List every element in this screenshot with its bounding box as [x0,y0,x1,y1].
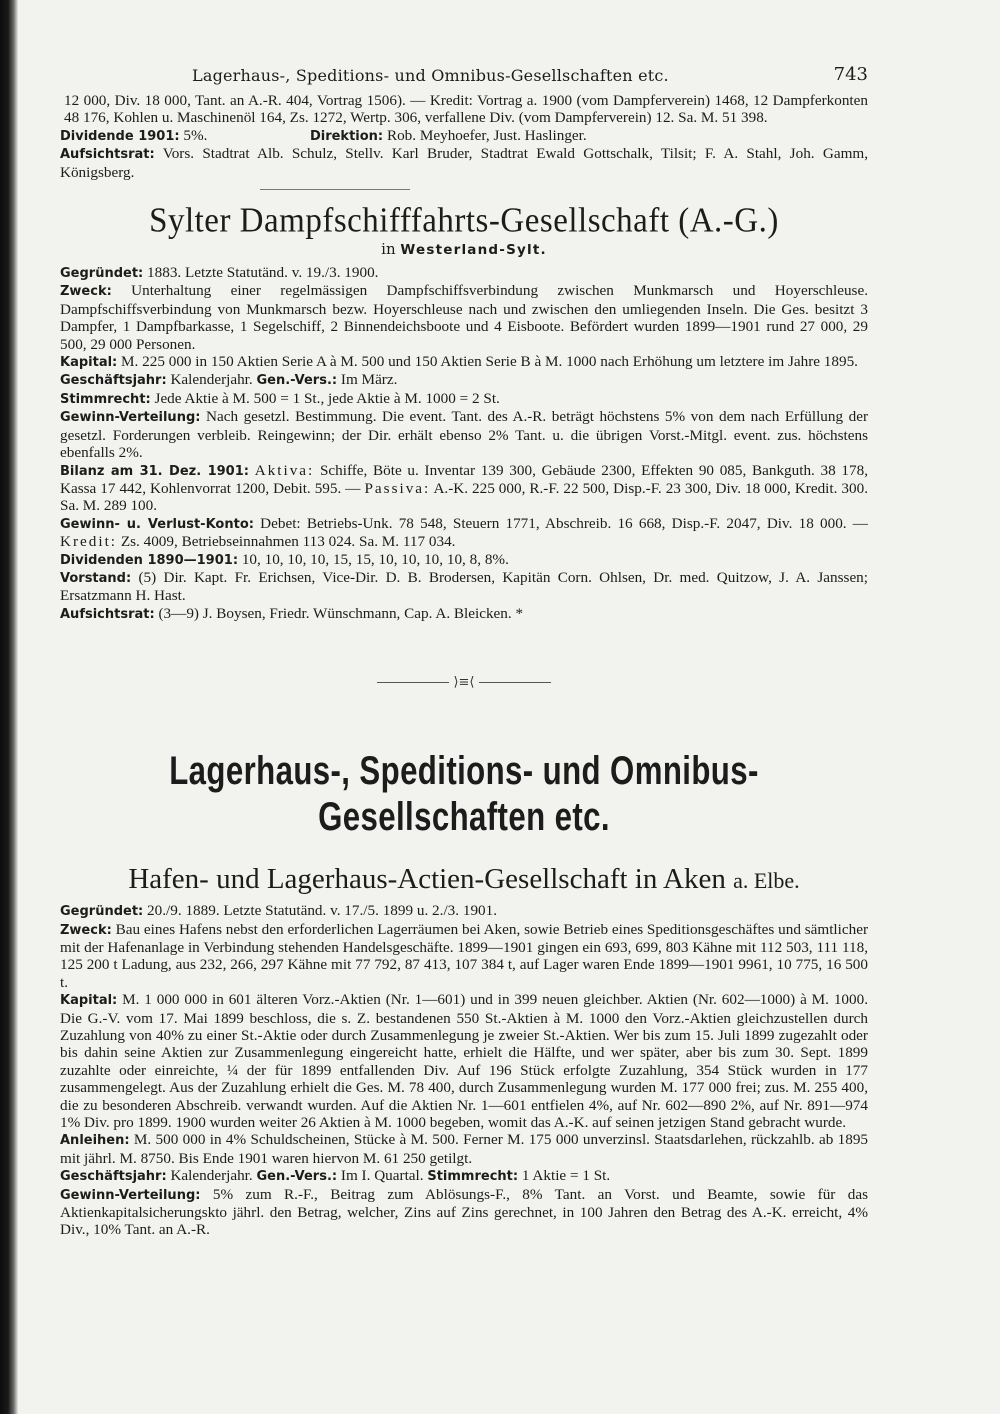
prev-dividende [60,127,868,145]
aken-geschaeftsjahr-label: Geschäftsjahr: [60,1169,167,1185]
sylter-guv-debet: Debet: Betriebs-Unk. 78 548, Steuern 1771, Abschreib. 16 668, Disp.-F. 2047, Div. 18 000. — [260,514,868,532]
sylter-location [60,240,868,258]
aken-entry [60,862,868,1239]
aken-genvers-label: Gen.-Vers.: [256,1169,338,1185]
aken-stimmrecht-value: 1 Aktie = 1 St. [521,1167,611,1185]
separator-line [260,189,410,190]
sylter-aktiva: Schiffe, Böte u. Inventar 139 300, Gebäude 2300, Effekten 90 085, Bankguth. 38 178, Kassa 17 442, Kohlenvorrat 1200, Debit. 595. — [60,461,869,497]
aken-geschaeftsjahr [60,1167,868,1185]
sylter-zweck [60,282,868,353]
sylter-kapital-value: M. 225 000 in 150 Aktien Serie A à M. 500 und 150 Aktien Serie B à M. 1000 nach Erhöhung um letztere im Jahre 1895. [121,353,858,371]
sylter-aktiva-word: Aktiva: [254,461,315,479]
sylter-geschaeftsjahr-label: Geschäftsjahr: [60,373,167,389]
previous-entry [60,92,868,181]
aken-gegruendet-value: 20./9. 1889. Letzte Statutänd. v. 17./5. 1899 u. 2./3. 1901. [147,902,498,920]
ornament-line-left [377,682,449,683]
aken-geschaeftsjahr-value: Kalenderjahr. [170,1167,253,1185]
sylter-dividenden-label: Dividenden 1890—1901: [60,552,239,568]
book-binding-shadow [0,0,18,1414]
sylter-stimmrecht-value: Jede Aktie à M. 500 = 1 St., jede Aktie à M. 1000 = 2 St. [154,389,500,407]
sylter-passiva: A.-K. 225 000, R.-F. 22 500, Disp.-F. 23 300, Div. 18 000, Kredit. 300. Sa. M. 289 100. [60,479,868,515]
prev-direktion-value: Rob. Meyhoefer, Just. Haslinger. [386,126,587,144]
page-header [60,58,868,92]
ornament-divider [60,675,868,690]
aken-kapital-value: M. 1 000 000 in 601 älteren Vorz.-Aktien (Nr. 1—601) und in 399 neuen gleichber. Aktien (Nr. 602—1000) à M. 1000. Die G.-V. vom 17. Mai 1899 beschloss, die s. Z. bestandenen 550 St.-Aktien à M. 1000 den Vorz.-Aktien gleichzustellen durch Zuzahlung von 40% zu einer St.-Aktie oder durch Zusammenlegung je zweier St.-Aktien. Wer bis zum 15. Juli 1899 zugezahlt oder bis dahin seine Aktien zur Zusammenlegung eingereicht hatte, erhielt die Hälfte, und wer später, aber bis zum 30. Sept. 1899 zuzahlte oder einreichte, ¼ der für 1899 entfallenden Div. Auf 196 Stück erfolgte Zuzahlung, 354 Stück wurden in 177 zusammengelegt. Aus der Zuzahlung erhielt die Ges. M. 78 400, durch Zusammenlegung wurden M. 177 000 frei; zus. M. 255 400, die zu besonderen Abschreib. verwandt wurden. Auf die Aktien Nr. 1—601 entfielen 4%, auf Nr. 602—890 2%, auf Nr. 891—974 1% Div. pro 1899. 1900 wurden weiter 26 Aktien à M. 1000 begeben, womit das A.-K. auf seinen jetzigen Stand gebracht wurde. [60,991,869,1132]
aken-anleihen [60,1131,868,1167]
sylter-kapital [60,353,868,371]
sylter-aufsichtsrat-label: Aufsichtsrat: [60,606,155,622]
aken-gegruendet [60,902,868,920]
sylter-guv-kredit-word: Kredit: [60,533,118,551]
sylter-vorstand-value: (5) Dir. Kapt. Fr. Erichsen, Vice-Dir. D. B. Brodersen, Kapitän Corn. Ohlsen, Dr. med. Quitzow, J. A. Janssen; Ersatzmann H. Hast. [60,568,868,605]
sylter-bilanz-label: Bilanz am 31. Dez. 1901: [60,463,249,479]
sylter-zweck-label: Zweck: [60,284,112,300]
aken-title-suffix: a. Elbe. [733,868,800,894]
aken-kapital-label: Kapital: [60,993,118,1009]
prev-entry-text: 12 000, Div. 18 000, Tant. an A.-R. 404, Vortrag 1506). — Kredit: Vortrag a. 1900 (vom Dampferverein) 1468, 12 Dampferkonten 48 176, Kohlen u. Maschinenöl 164, Zs. 1272, Wertp. 306, verfallene Div. (vom Dampferverein) 12. Sa. M. 51 398. [64,92,868,127]
aken-title-main: Hafen- und Lagerhaus-Actien-Gesellschaft in Aken [128,863,726,896]
sylter-kapital-label: Kapital: [60,355,118,371]
prev-dividende-value: 5%. [183,126,208,144]
aken-anleihen-value: M. 500 000 in 4% Schuldscheinen, Stücke à M. 500. Ferner M. 175 000 unverzinsl. Staatsdarlehen, rückzahlb. ab 1895 mit jährl. M. 8750. Bis Ende 1901 waren hiervon M. 61 250 getilgt. [60,1131,869,1167]
sylter-title: Sylter Dampfschifffahrts-Gesellschaft (A.-G.) [149,202,779,240]
aken-gewinnvert-value: 5% zum R.-F., Beitrag zum Ablösungs-F., 8% Tant. an Vorst. und Beamte, sowie für das Aktienkapitalsicherungskto jährl. den Betrag, welcher, Zins auf Zins gerechnet, in 100 Jahren den Betrag des A.-K. erreicht, 4% Div., 10% Tant. an A.-R. [60,1185,869,1239]
prev-dividende-label: Dividende 1901: [60,128,180,144]
sylter-vorstand [60,569,868,605]
sylter-entry [60,202,868,623]
sylter-guv-label: Gewinn- u. Verlust-Konto: [60,516,254,532]
aken-stimmrecht-label: Stimmrecht: [427,1169,519,1185]
sylter-gewinnverteilung [60,408,868,461]
sylter-genvers-label: Gen.-Vers.: [256,373,338,389]
prev-direktion-label: Direktion: [309,128,384,144]
sylter-dividenden-value: 10, 10, 10, 10, 15, 15, 10, 10, 10, 10, 8, 8%. [241,550,509,568]
aken-zweck-label: Zweck: [60,922,112,938]
aken-gewinnvert-label: Gewinn-Verteilung: [60,1187,201,1203]
aken-zweck-value: Bau eines Hafens nebst den erforderlichen Lagerräumen bei Aken, sowie Betrieb eines Speditionsgeschäftes und sämtlicher mit der Hafenanlage in Verbindung stehenden Handelsgeschäfte. 1899—1901 gingen ein 693, 699, 803 Kähne mit 112 503, 111 118, 125 200 t Ladung, aus 232, 266, 297 Kähne mit 77 792, 87 413, 107 384 t, auf Lager waren Ende 1899—1901 9961, 10 775, 16 500 t. [60,920,869,991]
sylter-gegruendet-value: 1883. Letzte Statutänd. v. 19./3. 1900. [147,264,379,282]
sylter-passiva-word: Passiva: [364,479,431,497]
aken-zweck [60,921,868,992]
aken-gewinnverteilung [60,1186,868,1239]
prev-aufsichtsrat-value: Vors. Stadtrat Alb. Schulz, Stellv. Karl Bruder, Stadtrat Ewald Gottschalk, Tilsit; F. A. Stahl, Joh. Gamm, Königsberg. [60,145,868,181]
sylter-stimmrecht-label: Stimmrecht: [60,391,151,407]
sylter-in: in [381,240,396,259]
sylter-gegruendet-label: Gegründet: [60,266,144,282]
sylter-geschaeftsjahr [60,371,868,389]
sylter-zweck-value: Unterhaltung einer regelmässigen Dampfschiffsverbindung zwischen Munkmarsch und Hoyerschleuse. Dampfschiffsverbindung von Munkmarsch bezw. Hoyerschleuse nach und zwischen den umliegenden Inseln. Die Ges. besitzt 3 Dampfer, 1 Dampfbarkasse, 1 Segelschiff, 2 Binnendeichsboote und 4 Eisboote. Befördert wurden 1899—1901 rund 27 000, 29 500, 29 000 Personen. [60,282,868,353]
sylter-aufsichtsrat [60,605,868,623]
prev-aufsichtsrat-label: Aufsichtsrat: [60,147,155,163]
sylter-geschaeftsjahr-value: Kalenderjahr. [170,371,253,389]
sylter-guv-kredit: Zs. 4009, Betriebseinnahmen 113 024. Sa. M. 117 034. [120,533,456,551]
aken-gegruendet-label: Gegründet: [60,904,144,920]
sylter-stimmrecht [60,390,868,408]
sylter-genvers-value: Im März. [340,371,398,389]
ornament-glyph: ⟩≡⟨ [453,675,475,691]
aken-title [60,862,868,898]
section-title: Lagerhaus-, Speditions- und Omnibus-Gesellschaften etc. [169,749,759,840]
running-title: Lagerhaus-, Speditions- und Omnibus-Gesellschaften etc. [192,66,669,85]
aken-kapital [60,991,868,1131]
sylter-gegruendet [60,264,868,282]
sylter-bilanz [60,462,868,515]
aken-anleihen-label: Anleihen: [60,1133,130,1149]
page-content [60,58,868,1239]
sylter-vorstand-label: Vorstand: [60,570,132,586]
prev-aufsichtsrat [60,145,868,181]
sylter-aufsichtsrat-value: (3—9) J. Boysen, Friedr. Wünschmann, Cap. A. Bleicken. * [158,604,524,622]
page-number: 743 [833,64,868,85]
sylter-gewinnvert-label: Gewinn-Verteilung: [60,410,201,426]
sylter-dividenden [60,551,868,569]
sylter-gewinnvert-value: Nach gesetzl. Bestimmung. Die event. Tant. des A.-R. beträgt höchstens 5% von dem nach Erfüllung der gesetzl. Forderungen verbleib. Reingewinn; der Dir. erhält ebenso 2% Tant. u. die übrigen Vorst.-Mitgl. event. zus. höchstens ebenfalls 2%. [60,408,869,462]
ornament-line-right [479,682,551,683]
aken-genvers-value: Im I. Quartal. [340,1167,424,1185]
sylter-location-name: Westerland-Sylt. [400,242,547,259]
sylter-guv [60,515,868,551]
